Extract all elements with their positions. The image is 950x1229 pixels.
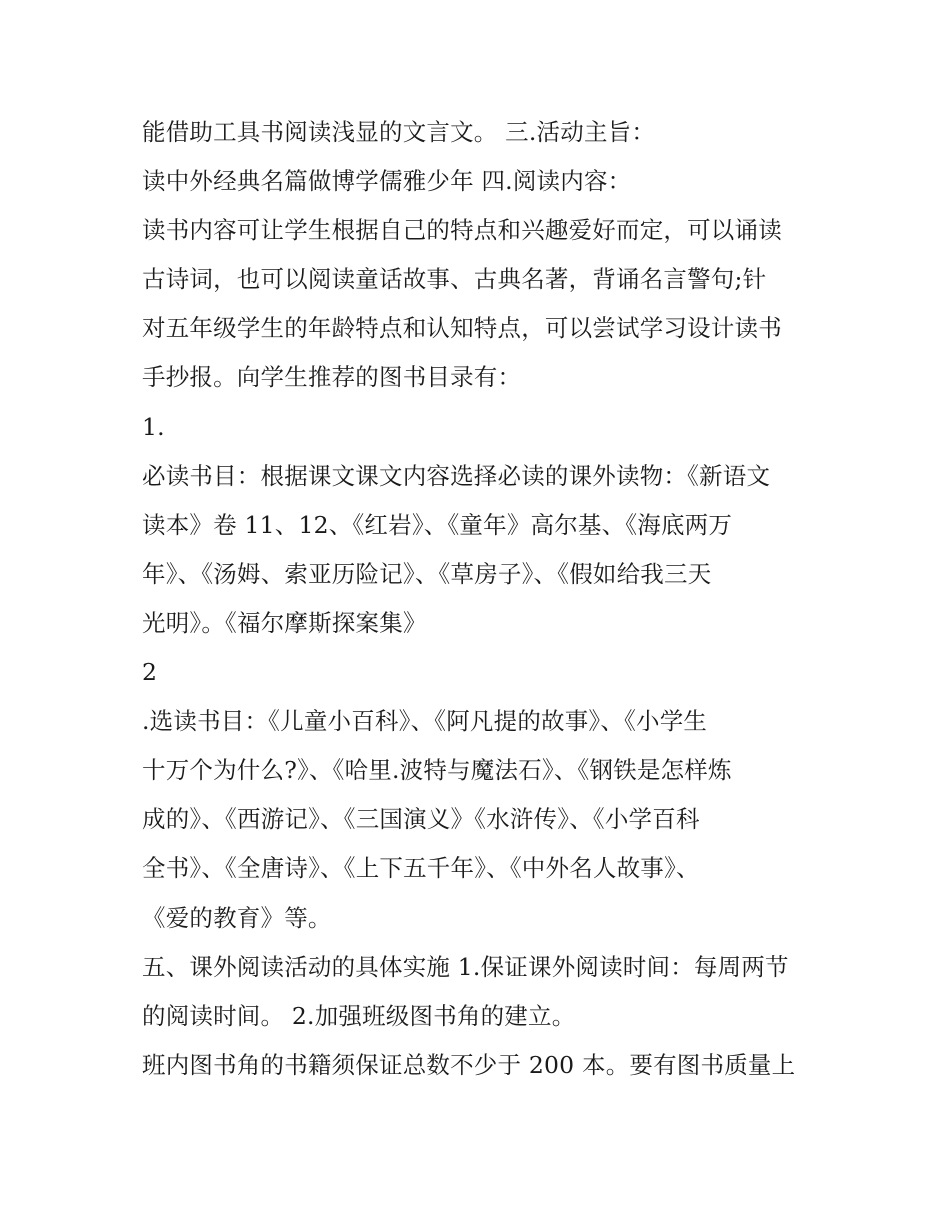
text-line: 必读书目：根据课文课文内容选择必读的课外读物：《新语文 <box>142 461 771 490</box>
text-line: 古诗词，也可以阅读童话故事、古典名著，背诵名言警句;针 <box>142 265 767 294</box>
text-line: 班内图书角的书籍须保证总数不少于 200 本。要有图书质量上 <box>142 1050 796 1079</box>
text-line: 《爱的教育》等。 <box>142 903 332 932</box>
list-number: 1. <box>142 412 165 441</box>
text-line: 读本》卷 11、12、《红岩》、《童年》高尔基、《海底两万 <box>142 510 733 539</box>
text-line: 成的》、《西游记》、《三国演义》《水浒传》、《小学百科 <box>142 805 700 834</box>
text-line: 手抄报。向学生推荐的图书目录有： <box>142 363 522 392</box>
text-line: 的阅读时间。 2.加强班级图书角的建立。 <box>142 1001 576 1030</box>
text-line: .选读书目：《儿童小百科》、《阿凡提的故事》、《小学生 <box>142 707 708 736</box>
section-heading-line: 五、课外阅读活动的具体实施 1.保证课外阅读时间：每周两节 <box>142 952 789 981</box>
text-line: 读书内容可让学生根据自己的特点和兴趣爱好而定，可以诵读 <box>142 216 782 245</box>
text-line: 十万个为什么?》、《哈里.波特与魔法石》、《钢铁是怎样炼 <box>142 756 732 785</box>
text-line: 能借助工具书阅读浅显的文言文。 三.活动主旨： <box>142 118 656 146</box>
text-line: 光明》。《福尔摩斯探案集》 <box>142 608 427 637</box>
text-line: 读中外经典名篇做博学儒雅少年 四.阅读内容： <box>142 167 632 196</box>
text-line: 年》、《汤姆、索亚历险记》、《草房子》、《假如给我三天 <box>142 559 712 588</box>
list-number: 2 <box>142 658 158 687</box>
text-line: 对五年级学生的年龄特点和认知特点，可以尝试学习设计读书 <box>142 314 782 343</box>
text-line: 全书》、《全唐诗》、《上下五千年》、《中外名人故事》、 <box>142 854 700 883</box>
document-body <box>142 108 822 1090</box>
